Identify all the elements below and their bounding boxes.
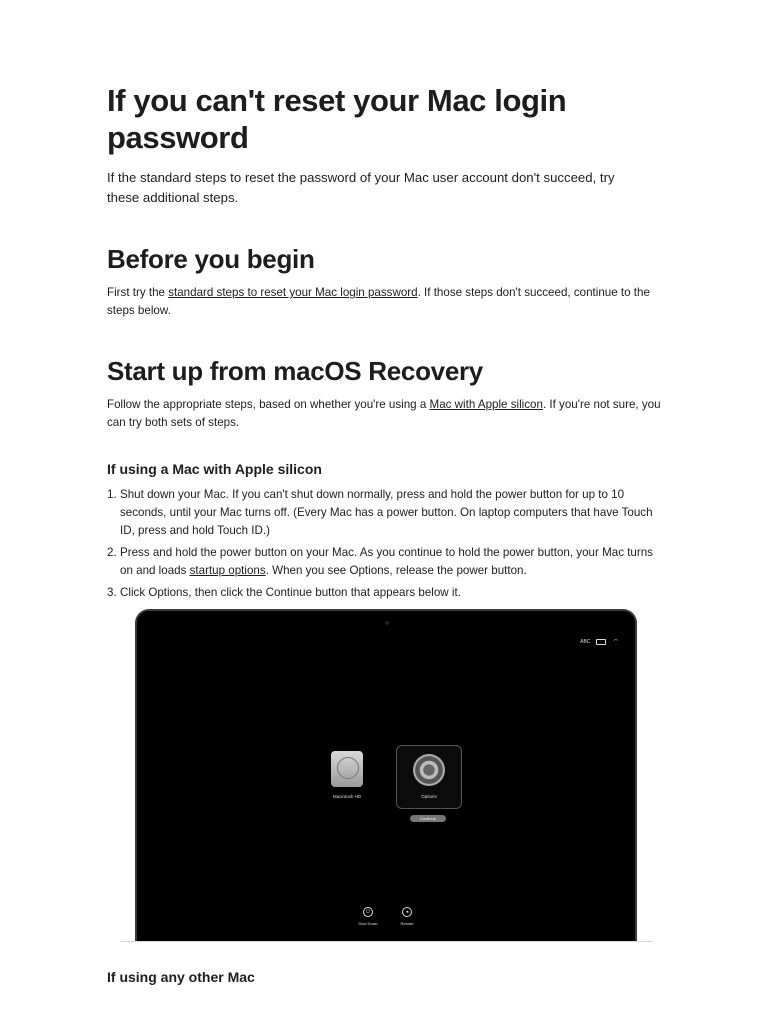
steps-list bbox=[107, 486, 667, 606]
status-bar bbox=[580, 639, 619, 645]
before-text-start: First try the bbox=[107, 286, 169, 299]
before-heading: Before you begin bbox=[107, 244, 315, 274]
restart-icon: ◂ bbox=[402, 907, 412, 917]
restart-item bbox=[392, 907, 422, 926]
startup-options-link[interactable]: startup options bbox=[189, 564, 266, 577]
step-number: 1. bbox=[107, 488, 117, 501]
recovery-text-start: Follow the appropriate steps, based on whether you're using a bbox=[107, 398, 430, 411]
mac-screen bbox=[135, 609, 637, 941]
before-paragraph bbox=[107, 284, 667, 320]
step-text: Click Options, then click the Continue button that appears below it. bbox=[120, 586, 461, 599]
disk-icon bbox=[327, 751, 367, 791]
intro-paragraph: If the standard steps to reset the password of your Mac user account don't succeed, try these additional steps. bbox=[107, 170, 615, 205]
standard-steps-link[interactable]: standard steps to reset your Mac login password bbox=[168, 286, 418, 299]
apple-silicon-heading: If using a Mac with Apple silicon bbox=[107, 461, 322, 477]
step-text-end: . When you see Options, release the power button. bbox=[265, 564, 527, 577]
battery-icon bbox=[596, 639, 606, 645]
continue-button: Continue bbox=[410, 815, 446, 822]
apple-silicon-link[interactable]: Mac with Apple silicon bbox=[429, 398, 543, 411]
restart-label: Restart bbox=[400, 921, 414, 926]
options-label: Options bbox=[421, 794, 437, 799]
step-number: 2. bbox=[107, 546, 117, 559]
recovery-paragraph bbox=[107, 396, 667, 432]
shutdown-item bbox=[353, 907, 383, 926]
startup-options-image bbox=[120, 605, 653, 942]
recovery-heading: Start up from macOS Recovery bbox=[107, 356, 483, 386]
list-item bbox=[107, 544, 667, 580]
input-source-label: ABC bbox=[580, 639, 591, 645]
step-text: Shut down your Mac. If you can't shut down normally, press and hold the power button for up to 10 seconds, until your Mac turns off. (Every Mac has a power button. On laptop computers that have Touch ID, press and hold Touch ID.) bbox=[120, 488, 653, 537]
wifi-icon: ⌔ bbox=[612, 638, 619, 646]
power-icon: ⏻ bbox=[363, 907, 373, 917]
list-item bbox=[107, 486, 667, 540]
page-title: If you can't reset your Mac login password bbox=[107, 83, 567, 155]
other-mac-heading: If using any other Mac bbox=[107, 969, 255, 985]
options-tile bbox=[396, 745, 462, 809]
disk-label: Macintosh HD bbox=[332, 794, 362, 799]
shutdown-label: Shut Down bbox=[358, 921, 378, 926]
before-text-end: . If those steps don't succeed, continue to the steps below. bbox=[107, 286, 650, 317]
step-number: 3. bbox=[107, 586, 117, 599]
recovery-text-end: . If you're not sure, you can try both sets of steps. bbox=[107, 398, 661, 429]
list-item bbox=[107, 584, 667, 602]
gear-icon bbox=[413, 754, 445, 786]
camera-icon bbox=[385, 621, 389, 625]
step-text-start: Press and hold the power button on your Mac. As you continue to hold the power button, your Mac turns on and loads bbox=[120, 546, 653, 577]
